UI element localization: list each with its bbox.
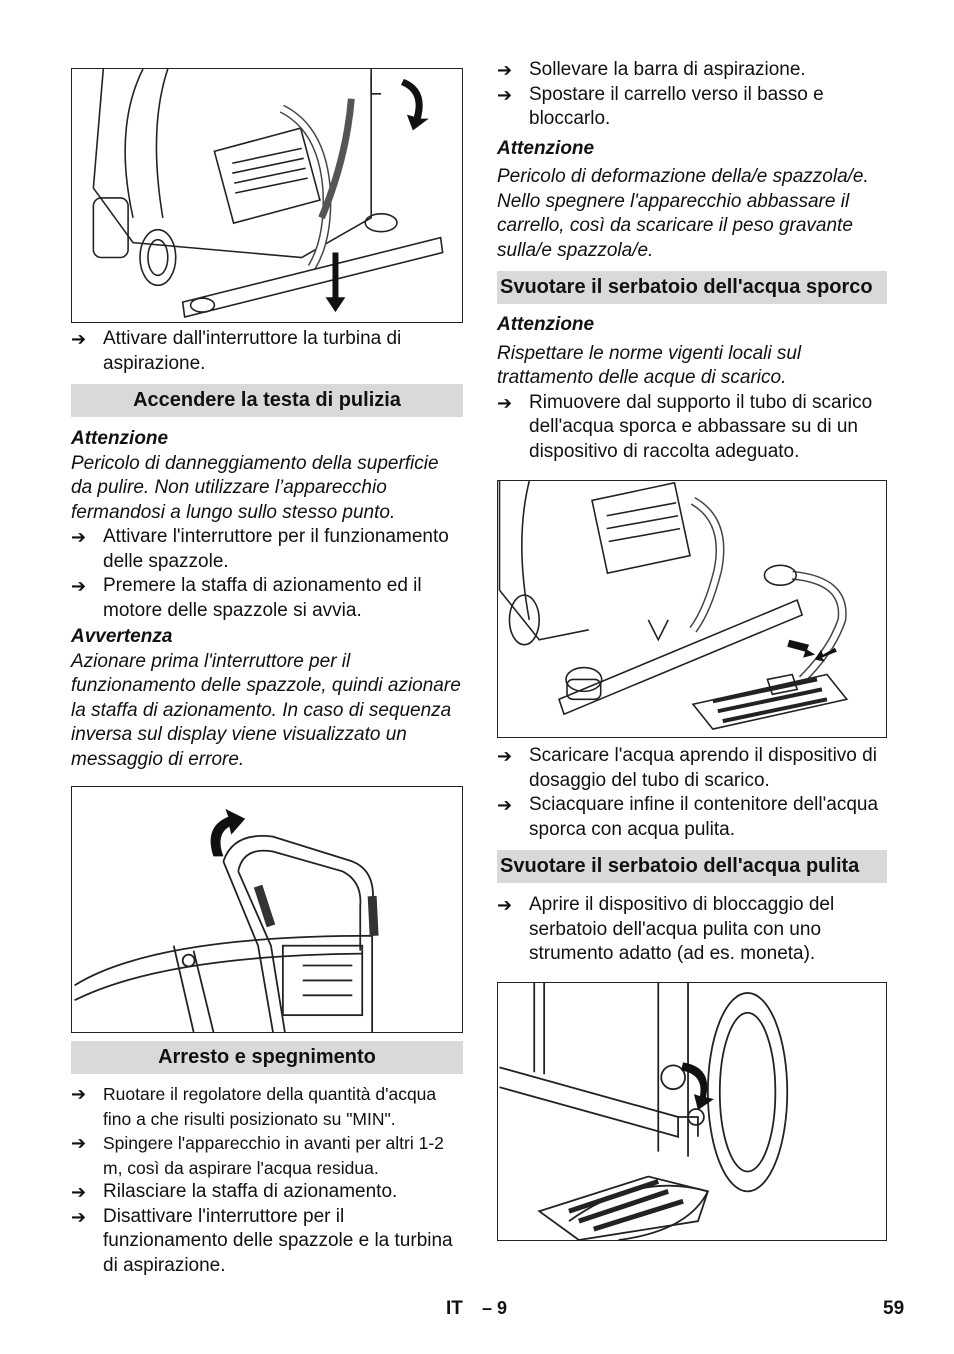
- suction-bar-illustration: [72, 69, 462, 322]
- bullet-text: Disattivare l'interruttore per il funzionamento delle spazzole e la turbina di aspirazione.: [103, 1205, 453, 1276]
- drain-hose-illustration: [498, 481, 886, 737]
- note-heading-attenzione: Attenzione: [497, 137, 595, 159]
- section-heading-svuotare-pulita: Svuotare il serbatoio dell'acqua pulita: [497, 850, 887, 883]
- bullet-text: Premere la staffa di azionamento ed il motore delle spazzole si avvia.: [103, 575, 422, 621]
- arrow-bullet-icon: ➔: [497, 392, 513, 413]
- bullet-text: Attivare l'interruttore per il funzionamento delle spazzole.: [103, 526, 449, 572]
- arrow-bullet-icon: ➔: [71, 1182, 87, 1202]
- bullet-text: Spostare il carrello verso il basso e bloccarlo.: [529, 83, 824, 129]
- bullet-deactivate: [71, 1205, 463, 1279]
- arrow-bullet-icon: ➔: [497, 795, 513, 815]
- section-heading-accendere: Accendere la testa di pulizia: [71, 384, 463, 417]
- note-heading-avvertenza: Avvertenza: [71, 626, 173, 647]
- left-column: [71, 68, 463, 1278]
- section-heading-arresto: Arresto e spegnimento: [71, 1041, 463, 1074]
- figure-clean-water-lock: [497, 982, 887, 1241]
- bullet-lift-bar: [497, 58, 887, 83]
- note-body-norme: Rispettare le norme vigenti locali sul trattamento delle acque di scarico.: [497, 342, 802, 388]
- note-body-deformazione: Pericolo di deformazione della/e spazzola/e. Nello spegnere l'apparecchio abbassare il carrello, così da scaricare il peso gravante sulla/e spazzola/e.: [497, 166, 869, 261]
- bullet-press-bracket: [71, 574, 463, 623]
- arrow-bullet-icon: ➔: [497, 895, 513, 915]
- bullet-text: Sollevare la barra di aspirazione.: [529, 59, 806, 80]
- arrow-bullet-icon: ➔: [497, 84, 513, 105]
- arrow-bullet-icon: ➔: [497, 60, 513, 80]
- figure-operating-handle: [71, 786, 463, 1033]
- bullet-text: Attivare dall'interruttore la turbina di aspirazione.: [103, 328, 402, 374]
- footer-page-number: 59: [883, 1298, 905, 1319]
- bullet-rinse-tank: [497, 793, 887, 842]
- clean-water-lock-illustration: [498, 983, 886, 1240]
- bullet-text: Rimuovere dal supporto il tubo di scarico dell'acqua sporca e abbassare su di un dispositivo di raccolta adeguato.: [529, 391, 873, 462]
- bullet-text: Ruotare il regolatore della quantità d'acqua fino a che risulti posizionato su "MIN".: [103, 1084, 437, 1129]
- operating-handle-illustration: [72, 787, 462, 1032]
- arrow-bullet-icon: ➔: [71, 1206, 87, 1227]
- bullet-open-lock: [497, 893, 887, 967]
- bullet-drain-water: [497, 744, 887, 793]
- footer-section-number: – 9: [482, 1298, 508, 1318]
- arrow-bullet-icon: ➔: [71, 329, 87, 349]
- arrow-bullet-icon: ➔: [71, 1133, 87, 1153]
- arrow-bullet-icon: ➔: [497, 746, 513, 766]
- bullet-text: Aprire il dispositivo di bloccaggio del serbatoio dell'acqua pulita con uno strumento adatto (ad es. moneta).: [529, 894, 835, 964]
- bullet-release-bracket: [71, 1180, 463, 1205]
- bullet-text: Spingere l'apparecchio in avanti per altri 1-2 m, così da aspirare l'acqua residua.: [103, 1133, 444, 1178]
- figure-suction-bar: [71, 68, 463, 323]
- bullet-water-regulator: [71, 1082, 463, 1131]
- note-heading-attenzione: Attenzione: [497, 314, 595, 335]
- note-body-danneggiamento: Pericolo di danneggiamento della superficie da pulire. Non utilizzare l’apparecchio fermandosi a lungo sullo stesso punto.: [71, 452, 439, 523]
- bullet-text: Sciacquare infine il contenitore dell'acqua sporca con acqua pulita.: [529, 794, 879, 840]
- bullet-brush-switch: [71, 525, 463, 574]
- arrow-bullet-icon: ➔: [71, 1084, 87, 1104]
- bullet-push-forward: [71, 1131, 463, 1180]
- figure-drain-hose: [497, 480, 887, 738]
- bullet-text: Scaricare l'acqua aprendo il dispositivo di dosaggio del tubo di scarico.: [529, 745, 877, 791]
- arrow-bullet-icon: ➔: [71, 527, 87, 547]
- right-column: [497, 58, 887, 1241]
- arrow-bullet-icon: ➔: [71, 576, 87, 596]
- bullet-move-carriage: [497, 83, 887, 132]
- note-body-sequenza: Azionare prima l'interruttore per il funzionamento delle spazzole, quindi azionare la staffa di azionamento. In caso di sequenza inversa sul display viene visualizzato un messaggio di errore.: [71, 650, 461, 770]
- section-heading-svuotare-sporco: Svuotare il serbatoio dell'acqua sporco: [497, 271, 887, 304]
- bullet-text: Rilasciare la staffa di azionamento.: [103, 1181, 398, 1202]
- note-heading-attenzione: Attenzione: [71, 428, 169, 449]
- footer-language: IT: [446, 1298, 463, 1319]
- bullet-activate-turbine: [71, 327, 463, 376]
- bullet-remove-hose: [497, 391, 887, 465]
